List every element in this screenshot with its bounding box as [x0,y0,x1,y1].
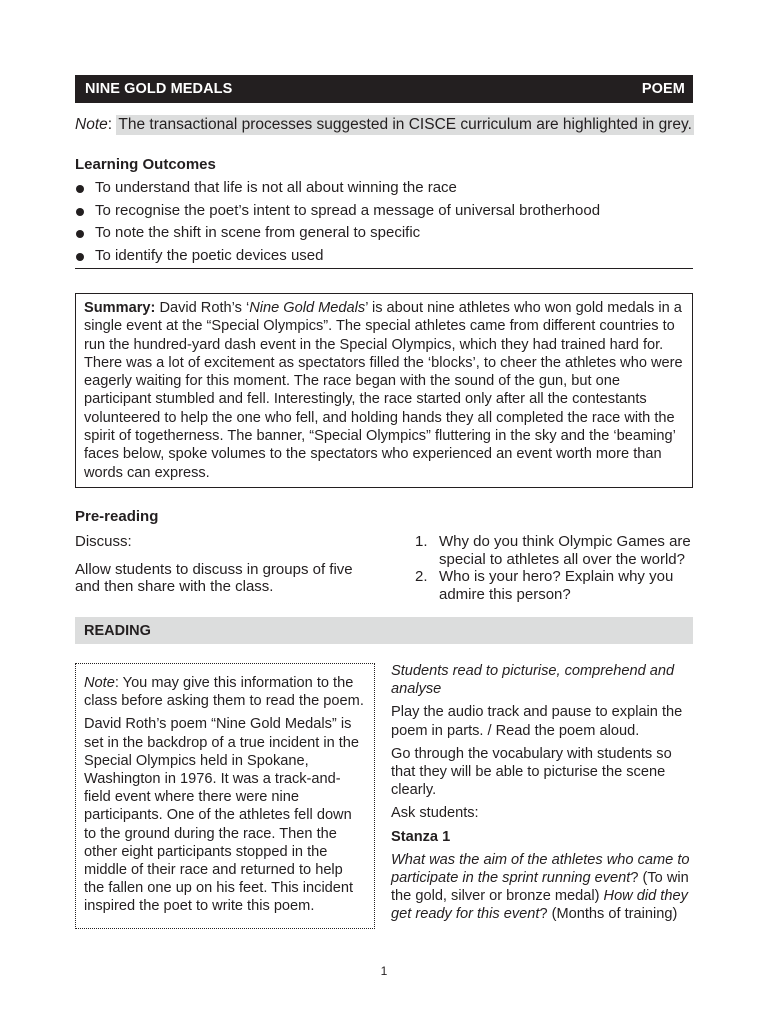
reading-heading: READING [84,622,151,639]
lesson-type: POEM [641,81,685,97]
background-paragraph: David Roth’s poem “Nine Gold Medals” is set in the backdrop of a true incident in the Special Olympics held in Spokane, Washington in 1976. It was a track-and-field event where there were nine participants. One of the athletes fell down to the ground during the race. Then the other eight participants stopped in the middle of their race and returned to help the fallen one up on his feet. This incident inspired the poet to write this poem. [84,716,360,915]
bullet-icon [76,185,84,193]
question-item: 2. Who is your hero? Explain why you admire this person? [415,568,674,603]
discuss-instruction: Allow students to discuss in groups of five and then share with the class. [75,560,353,595]
instruction-vocabulary: Go through the vocabulary with students so that they will be able to picturise the scene clearly. [391,745,672,799]
instruction-audio: Play the audio track and pause to explain the poem in parts. / Read the poem aloud. [391,704,683,739]
learning-outcome-item: To recognise the poet’s intent to spread a message of universal brotherhood [75,201,693,224]
learning-outcomes-list [75,178,693,268]
summary-body: ’ is about nine athletes who won gold medals in a single event at the “Special Olympics”. The special athletes came from different countries to run the hundred-yard dash event in the Special Olympics, which they had trained hard for. There was a lot of excitement as spectators filled the ‘blocks’, to cheer the athletes who were eagerly waiting for this moment. The race began with the sound of the gun, but one participant stumbled and fell. Interestingly, the race started only after all the contestants volunteered to help the one who fell, and holding hands they all completed the race with the spirit of togetherness. The banner, “Special Olympics” fluttering in the sky and the ‘beaming’ faces below, spoke volumes to the spectators who experienced an event worth more than words can express. [84,300,683,481]
lesson-title: NINE GOLD MEDALS [85,81,233,97]
divider [75,268,693,269]
bullet-icon [76,208,84,216]
stanza-questions: What was the aim of the athletes who came to participate in the sprint running event? (To win the gold, silver or bronze medal) How did they get ready for this event? (Months of training) [391,851,690,923]
bullet-icon [76,230,84,238]
learning-outcome-item: To identify the poetic devices used [75,246,693,269]
pre-reading-instructions [75,533,375,606]
reading-instructions [391,662,696,929]
bullet-icon [76,253,84,261]
summary-label: Summary: [84,300,156,316]
page-number: 1 [380,964,388,978]
discuss-label: Discuss: [75,533,132,550]
learning-outcomes-heading: Learning Outcomes [75,156,216,173]
note-label: Note [75,116,108,133]
section-title-bar [75,75,693,103]
reading-section-bar [75,617,693,644]
teacher-info-box [75,663,375,929]
instruction-ask: Ask students: [391,805,479,822]
question-item: 1. Why do you think Olympic Games are special to athletes all over the world? [415,533,691,568]
summary-box [75,293,693,488]
reading-aim: Students read to picturise, comprehend and analyse [391,663,675,698]
pre-reading-questions [415,533,695,603]
summary-poem-title: Nine Gold Medals [249,300,366,316]
summary-intro: David Roth’s ‘ [159,300,250,316]
note-highlight: The transactional processes suggested in CISCE curriculum are highlighted in grey. [118,116,692,133]
stanza-heading: Stanza 1 [391,828,451,845]
learning-outcome-item: To understand that life is not all about winning the race [75,178,693,201]
curriculum-note: Note: The transactional processes suggested in CISCE curriculum are highlighted in grey. [75,116,692,133]
learning-outcome-item: To note the shift in scene from general to specific [75,223,693,246]
teacher-note: Note: You may give this information to the class before asking them to read the poem. [84,675,364,710]
pre-reading-heading: Pre-reading [75,508,159,525]
